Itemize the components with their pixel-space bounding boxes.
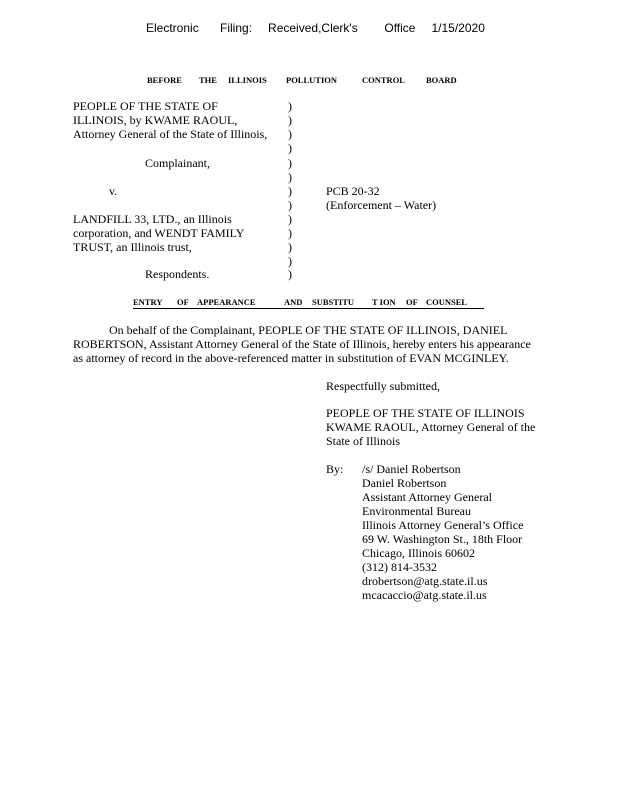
body-line: as attorney of record in the above-referenced matter in substitution of EVAN MCGINLEY.: [73, 351, 509, 365]
email-link[interactable]: drobertson@atg.state.il.us: [362, 574, 488, 588]
caption-paren: ): [288, 156, 292, 170]
body-line: ROBERTSON, Assistant Attorney General of the State of Illinois, hereby enters his appearance: [73, 337, 531, 351]
caption-paren: ): [288, 170, 292, 184]
case-number: PCB 20-32: [326, 184, 380, 198]
party-line: KWAME RAOUL, Attorney General of the: [326, 420, 536, 434]
title-word: AND: [284, 297, 303, 307]
phone-line: (312) 814-3532: [362, 560, 437, 574]
title-underline: [133, 308, 484, 309]
party-line: PEOPLE OF THE STATE OF ILLINOIS: [326, 406, 525, 420]
city-line: Chicago, Illinois 60602: [362, 546, 475, 560]
case-type: (Enforcement – Water): [326, 198, 437, 212]
title-word: APPEARANCE: [197, 297, 256, 307]
board-heading-word: THE: [199, 75, 217, 85]
title-word: COUNSEL: [426, 297, 468, 307]
title-word: OF: [177, 297, 189, 307]
caption-paren: ): [288, 141, 292, 155]
versus-label: v.: [109, 184, 118, 198]
respondents-label: Respondents.: [145, 267, 210, 281]
caption-paren: ): [288, 226, 292, 240]
signer-name: Daniel Robertson: [362, 476, 447, 490]
board-heading-word: BOARD: [426, 75, 457, 85]
caption-line: Attorney General of the State of Illinois,: [73, 127, 268, 141]
signature-line: /s/ Daniel Robertson: [362, 462, 461, 476]
closing-line: Respectfully submitted,: [326, 379, 440, 393]
title-word: SUBSTITU: [312, 297, 355, 307]
signer-office: Illinois Attorney General’s Office: [362, 518, 524, 532]
board-heading-word: BEFORE: [147, 75, 182, 85]
title-word: OF: [406, 297, 418, 307]
body-line: On behalf of the Complainant, PEOPLE OF THE STATE OF ILLINOIS, DANIEL: [109, 323, 508, 337]
board-heading-word: CONTROL: [362, 75, 405, 85]
caption-line: LANDFILL 33, LTD., an Illinois: [73, 212, 232, 226]
caption-paren: ): [288, 113, 292, 127]
filing-stamp: Electronic Filing: Received,Clerk's Office 1/15/2020: [146, 21, 485, 35]
caption-paren: ): [288, 240, 292, 254]
email-link[interactable]: mcacaccio@atg.state.il.us: [362, 588, 487, 602]
caption-line: TRUST, an Illinois trust,: [73, 240, 192, 254]
board-heading-word: ILLINOIS: [228, 75, 267, 85]
caption-paren: ): [288, 184, 292, 198]
title-word: T ION: [372, 297, 396, 307]
caption-paren: ): [288, 99, 292, 113]
title-word: ENTRY: [133, 297, 163, 307]
complainant-label: Complainant,: [145, 156, 210, 170]
board-heading-word: POLLUTION: [286, 75, 338, 85]
caption-line: ILLINOIS, by KWAME RAOUL,: [73, 113, 238, 127]
by-label: By:: [326, 462, 344, 476]
address-line: 69 W. Washington St., 18th Floor: [362, 532, 523, 546]
caption-paren: ): [288, 127, 292, 141]
party-line: State of Illinois: [326, 434, 400, 448]
signer-bureau: Environmental Bureau: [362, 504, 471, 518]
caption-paren: ): [288, 212, 292, 226]
caption-line: PEOPLE OF THE STATE OF: [73, 99, 218, 113]
caption-paren: ): [288, 267, 292, 281]
signer-title: Assistant Attorney General: [362, 490, 492, 504]
caption-line: corporation, and WENDT FAMILY: [73, 226, 245, 240]
caption-paren: ): [288, 254, 292, 268]
caption-paren: ): [288, 198, 292, 212]
